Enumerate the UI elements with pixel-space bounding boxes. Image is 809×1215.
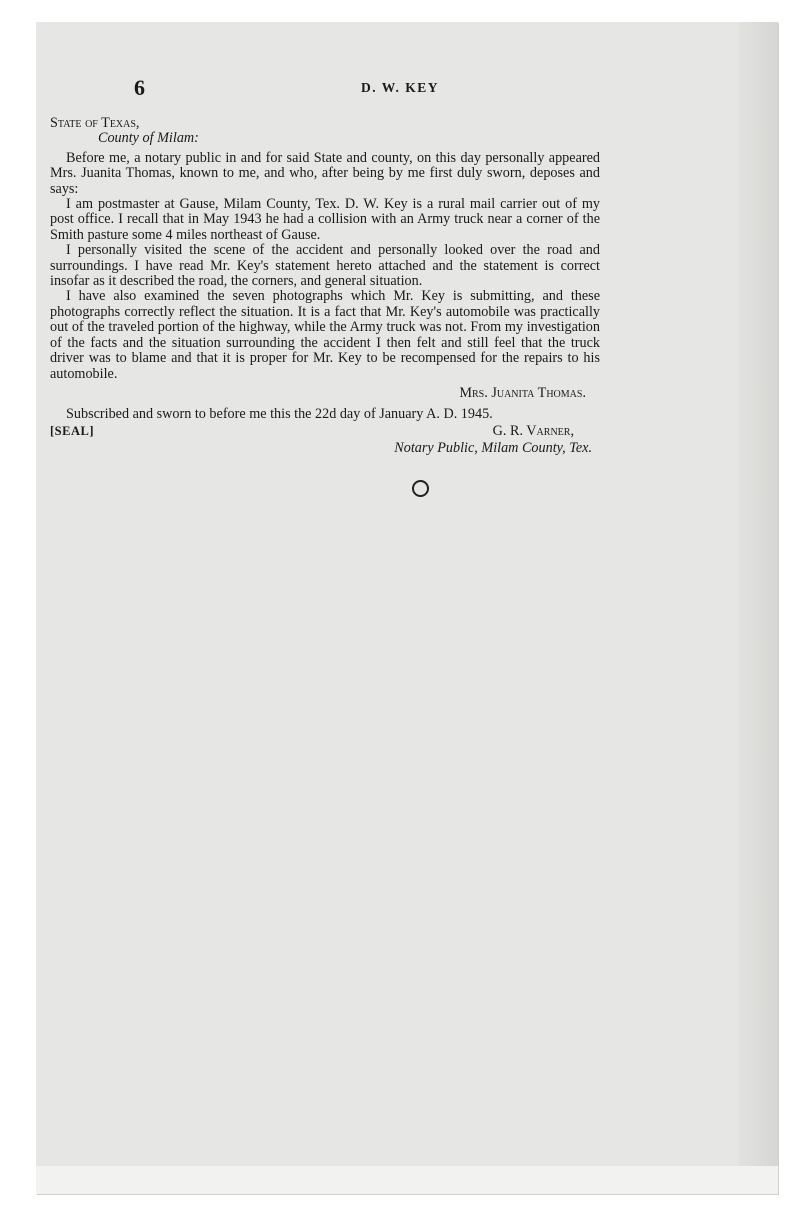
page-number: 6 bbox=[134, 75, 145, 100]
affidavit-body bbox=[50, 116, 600, 456]
venue-county: County of Milam: bbox=[98, 130, 199, 147]
affiant-signature: Mrs. Juanita Thomas. bbox=[459, 384, 586, 401]
paragraph-postmaster: I am postmaster at Gause, Milam County, Tex. D. W. Key is a rural mail carrier out of my post office. I recall that in May 1943 he had a collision with an Army truck near a corner of the Smith pasture some 4 miles northeast of Gause. bbox=[50, 196, 600, 243]
notary-name: G. R. Varner, bbox=[492, 422, 574, 439]
circle-mark-icon bbox=[412, 480, 429, 497]
notary-title: Notary Public, Milam County, Tex. bbox=[394, 439, 592, 456]
seal-label: [SEAL] bbox=[50, 423, 94, 438]
page-bottom-margin bbox=[36, 1166, 778, 1194]
paragraph-photographs: I have also examined the seven photographs which Mr. Key is submitting, and these photographs correctly reflect the situation. It is a fact that Mr. Key's automobile was practically out of the traveled portion of the highway, while the Army truck was not. From my investigation of the facts and the situation surrounding the accident I then felt and still feel that the truck driver was to blame and that it is proper for Mr. Key to be recompensed for the repairs to his automobile. bbox=[50, 288, 600, 382]
page-header bbox=[100, 75, 700, 105]
venue-state: State of Texas, bbox=[50, 115, 140, 131]
page-edge-shadow bbox=[738, 22, 778, 1194]
jurat-seal-row bbox=[50, 424, 600, 441]
running-head: D. W. KEY bbox=[360, 80, 440, 95]
paragraph-visit: I personally visited the scene of the accident and personally looked over the road and surroundings. I have read Mr. Key's statement hereto attached and the statement is correct insofar as it described the road, the corners, and general situation. bbox=[50, 242, 600, 290]
paragraph-intro: Before me, a notary public in and for said State and county, on this day personally appeared Mrs. Juanita Thomas, known to me, and who, after being by me first duly sworn, deposes and says: bbox=[50, 149, 600, 197]
jurat-text: Subscribed and sworn to before me this the 22d day of January A. D. 1945. bbox=[66, 406, 493, 423]
